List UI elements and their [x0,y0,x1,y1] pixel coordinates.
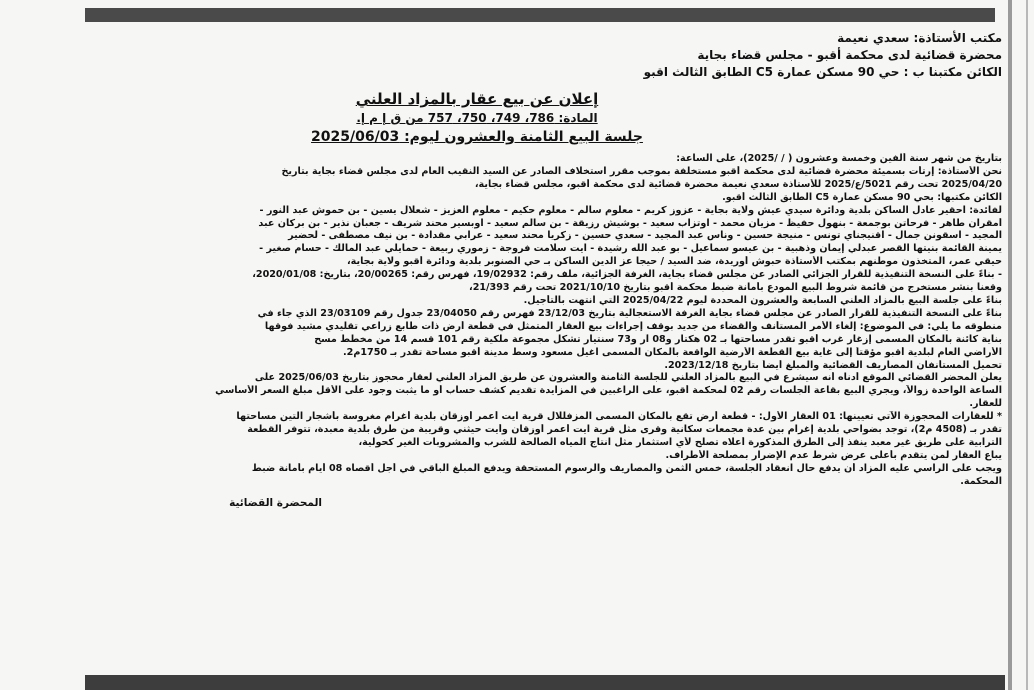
body-line: الكائن مكتبها: بحي 90 مسكن عمارة C5 الطابق الثالث أقبو. [722,191,1002,203]
body-line: الأراضي العام لبلدية أقبو مؤقتاً إلى غاية بيع القطعة الأرضية الواقعة بالمكان المسمى اغيل مسعود وسط مدينة أقبو مساحة تقدر بـ 1750م2. [342,346,1002,358]
body-line: بتاريخ من شهر سنة ألفين وخمسة وعشرون ( / /2025)، على الساعة: [676,153,1002,164]
body-line: نحن الأستاذة: إرتأت بسميئة محضرة قضائية لدى محكمة أقبو مستخلفة بموجب مقرر استخلاف الصادر عن السيد النقيب العام لدى مجلس قضاء بجاية بتاريخ [281,165,1002,177]
body-line: الساعة الواحدة زوالاً، ويجري البيع بقاعة الجلسات رقم 02 لمحكمة أقبو، على الراغبين في المزايدة تقديم كشف حساب أو ما يثبت وجود على الأقل مبلغ السعر الأساسي [215,385,1002,397]
body-line: الترابية على طريق غير معبد ينفذ إلى الطرق المذكورة أعلاه تصلح لأي استثمار مثل انتاج المياه الصالحة للشرب والمشروبات الغير كحولية، [358,436,1002,448]
scan-border-top [85,8,995,22]
scan-edge-right [1026,0,1028,690]
body-line: بناءً على النسخة التنفيذية للقرار الصادر عن مجلس قضاء بجاية الغرفة الاستعجالية بتاريخ 23/12/03 فهرس رقم 23/04050 جدول رقم 23/03109 الذي جاء في [257,307,1002,319]
body-line: تحميل المستأنفان المصاريف القضائية والمبلغ أيضاً بتاريخ 2023/12/18. [664,359,1002,371]
scan-border-right [1008,0,1012,690]
office-name: مكتب الأستاذة: سعدي نعيمة [837,31,1002,45]
body-line: * للعقارات المحجوزة الآتي تعيينها: 01 العقار الأول: - قطعة أرض تقع بالمكان المسمى المزفللال قرية ايت أعمر أوزقان بلدية أغرام مغروسة بأشجار التين مساحتها [236,411,1002,423]
body-line: بناية كائنة بالمكان المسمى إزغار غرب أقبو تقدر مساحتها بـ 02 هكتار و08 آر و73 سنتيار تشكل مجموعة ملكية رقم 101 قسم 14 من مخطط مسح [314,333,1002,345]
office-role: محضرة قضائية لدى محكمة أقبو - مجلس قضاء بجاية [697,48,1002,62]
legal-articles: المادة: 786، 749، 750، 757 من ق إ م إ. [356,111,598,125]
body-line: يعلن المحضر القضائي الموقع أدناه أنه سيشرع في البيع بالمزاد العلني للجلسة الثامنة والعشرون عن طريق المزاد العلني لعقار محجوز بتاريخ 2025/06/03 على [254,372,1002,384]
body-line: للعقار. [969,398,1002,410]
body-line: وقعنا بنشر مستخرج من قائمة شروط البيع المودع بأمانة ضبط محكمة أقبو بتاريخ 2021/10/10 تحت رقم 21/393، [469,282,1002,294]
body-line: يباع العقار لمن يتقدم بأعلى عرض شرط عدم الإضرار بمصلحة الأطراف. [665,449,1002,461]
body-line: بناءً على جلسة البيع بالمزاد العلني السابعة والعشرون المحددة ليوم 2025/04/22 التي انتهت بالتأجيل. [523,294,1002,306]
body-line: يمينة القائمة بنيتها القصر عبدلي إيمان وذهبية - بن عيسو سماعيل - بو عبد الله رشيدة - ايت سلامت فروجة - زموري ربيعة - حمايلي عبد المالك - حسام صغير - [259,243,1002,255]
body-line: منطوقه ما يلي: في الموضوع: إلغاء الأمر المستأنف والقضاء من جديد بوقف إجراءات بيع العقار المتمثل في قطعة أرض ذات طابع زراعي تقليدي مشيد فوقها [264,320,1002,332]
body-line: - بناءً على النسخة التنفيذية للقرار الجزائي الصادر عن مجلس قضاء بجاية، الغرفة الجزائية، ملف رقم: 19/02932، فهرس رقم: 20/00265، بتاريخ: 2020/01/08، [252,269,1002,281]
body-line: تقدر بـ (4508 م2)، توجد بضواحي بلدية إغرام بين عدة مجمعات سكانية وقرى مثل قرية ايت أعمر أوزقان وأيت حيثني وقريبة من طرق بلدية معبدة، تتوفر القطعة [247,424,1002,436]
body-line: ويجب على الراسي عليه المزاد أن يدفع حال انعقاد الجلسة، خمس الثمن والمصاريف والرسوم المستحقة ويدفع المبلغ الباقي في أجل أقصاه 08 أيام بأمانة ضبط [251,462,1002,474]
session-date: جلسة البيع الثامنة والعشرون ليوم: 2025/06/03 [311,129,643,145]
office-address: الكائن مكتبنا ب : حي 90 مسكن عمارة C5 الطابق الثالث اقبو [643,65,1002,79]
body-line: حيقي عمر، المتخذون موطنهم بمكتب الأستاذة حبوش أوريدة، ضد السيد / حيجا عز الدين الساكن بـ حي الصنوبر بلدية ودائرة أقبو ولاية بجاية، [347,256,1002,268]
signature-label: المحضرة القضائية [229,496,322,509]
body-line: أمقران طاهر - فرحاتن بوجمعة - بنهول حفيظ - مزيان محمد - اوتزاب سعيد - بوشيش رزيقة - بن سالم سعيد - اوبسير محند شريف - جعبان نذير - بن بركان عبد [258,217,1002,229]
body-line: لفائدة: احقير عادل الساكن بلدية ودائرة سيدي عيش ولاية بجاية - عزوز كريم - معلوم سالم - معلوم حكيم - معلوم العزيز - شعلال يسين - بن حموش عبد النور - [259,204,1002,216]
body-line: المحكمة. [960,475,1002,487]
announcement-body [102,153,1002,489]
scan-border-bottom [85,675,1005,690]
document-content [102,30,1002,509]
body-line: 2025/04/20 تحت رقم 5021/ع/2025 للأستاذة سعدي نعيمة محضرة قضائية لدى محكمة أقبو، مجلس قضاء بجاية، [474,178,1002,190]
page-title: إعلان عن بيع عقار بالمزاد العلني [355,90,599,108]
body-line: المجيد - اسقونن جمال - اقنيجناي تونس - منيجة حسين - وناس عبد المجيد - سعدي حسين - زكريا محند سعيد - عرابي مقدادة - بن نيف مصطفى - لحضير [288,230,1002,242]
